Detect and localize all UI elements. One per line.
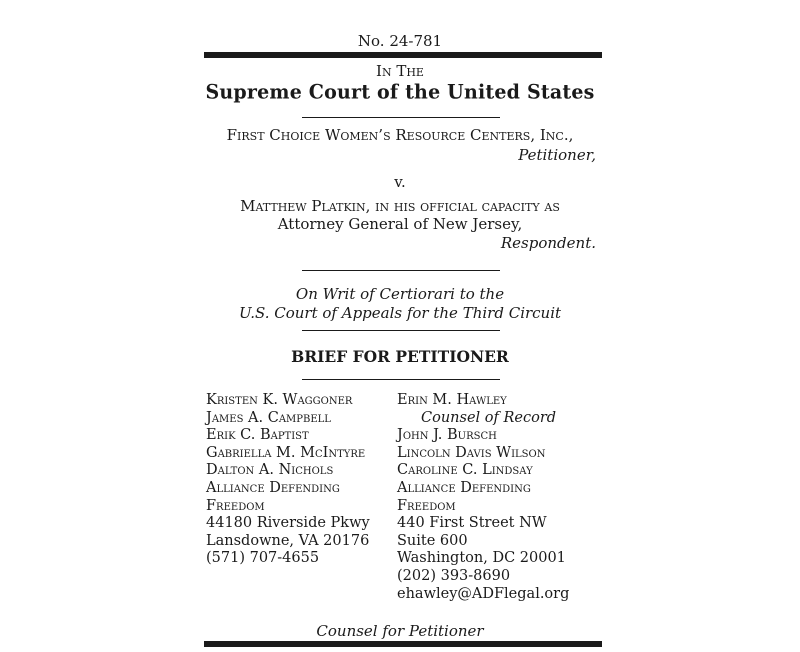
respondent-role: Respondent. <box>500 234 596 252</box>
bottom-thick-rule <box>204 641 602 647</box>
counsel-for-label: Counsel for Petitioner <box>316 622 484 640</box>
firm-name: Freedom <box>206 497 265 514</box>
counsel-right-column <box>397 392 569 603</box>
counsel-name: Dalton A. Nichols <box>206 462 334 479</box>
address-line: Suite 600 <box>397 532 468 549</box>
versus-label: v. <box>394 173 406 191</box>
counsel-left-column <box>206 392 370 568</box>
respondent-line2: Attorney General of New Jersey, <box>277 215 523 233</box>
top-thick-rule <box>204 52 602 58</box>
divider-rule <box>302 330 500 331</box>
counsel-name: Gabriella M. McIntyre <box>206 444 366 461</box>
email-address: ehawley@ADFlegal.org <box>397 585 570 602</box>
divider-rule <box>302 270 500 271</box>
writ-line1: On Writ of Certiorari to the <box>295 285 505 303</box>
address-line: 44180 Riverside Pkwy <box>206 515 370 532</box>
counsel-name: Erik C. Baptist <box>206 427 309 444</box>
divider-rule <box>302 379 500 380</box>
counsel-name: James A. Campbell <box>206 409 331 426</box>
counsel-name: John J. Bursch <box>397 427 497 444</box>
divider-rule <box>302 117 500 118</box>
counsel-name: Caroline C. Lindsay <box>397 462 533 479</box>
brief-title: BRIEF FOR PETITIONER <box>291 347 509 366</box>
address-line: Lansdowne, VA 20176 <box>206 532 370 549</box>
counsel-of-record-label: Counsel of Record <box>421 409 557 426</box>
respondent-line1: Matthew Platkin, in his official capacity as <box>240 197 560 215</box>
petitioner-role: Petitioner, <box>518 146 596 164</box>
firm-name: Alliance Defending <box>397 479 531 496</box>
firm-name: Freedom <box>397 497 456 514</box>
docket-number: No. 24-781 <box>357 32 443 50</box>
phone-number: (202) 393-8690 <box>397 567 511 584</box>
counsel-name: Lincoln Davis Wilson <box>397 444 546 461</box>
petitioner-name: First Choice Women’s Resource Centers, Inc., <box>226 126 574 144</box>
counsel-name: Kristen K. Waggoner <box>206 392 353 408</box>
address-line: Washington, DC 20001 <box>397 550 566 567</box>
address-line: 440 First Street NW <box>397 515 547 532</box>
firm-name: Alliance Defending <box>206 479 340 496</box>
court-name: Supreme Court of the United States <box>205 80 595 104</box>
phone-number: (571) 707-4655 <box>206 550 320 567</box>
in-the-label: In The <box>376 62 424 80</box>
writ-line2: U.S. Court of Appeals for the Third Circuit <box>238 304 562 322</box>
counsel-name: Erin M. Hawley <box>397 392 507 408</box>
